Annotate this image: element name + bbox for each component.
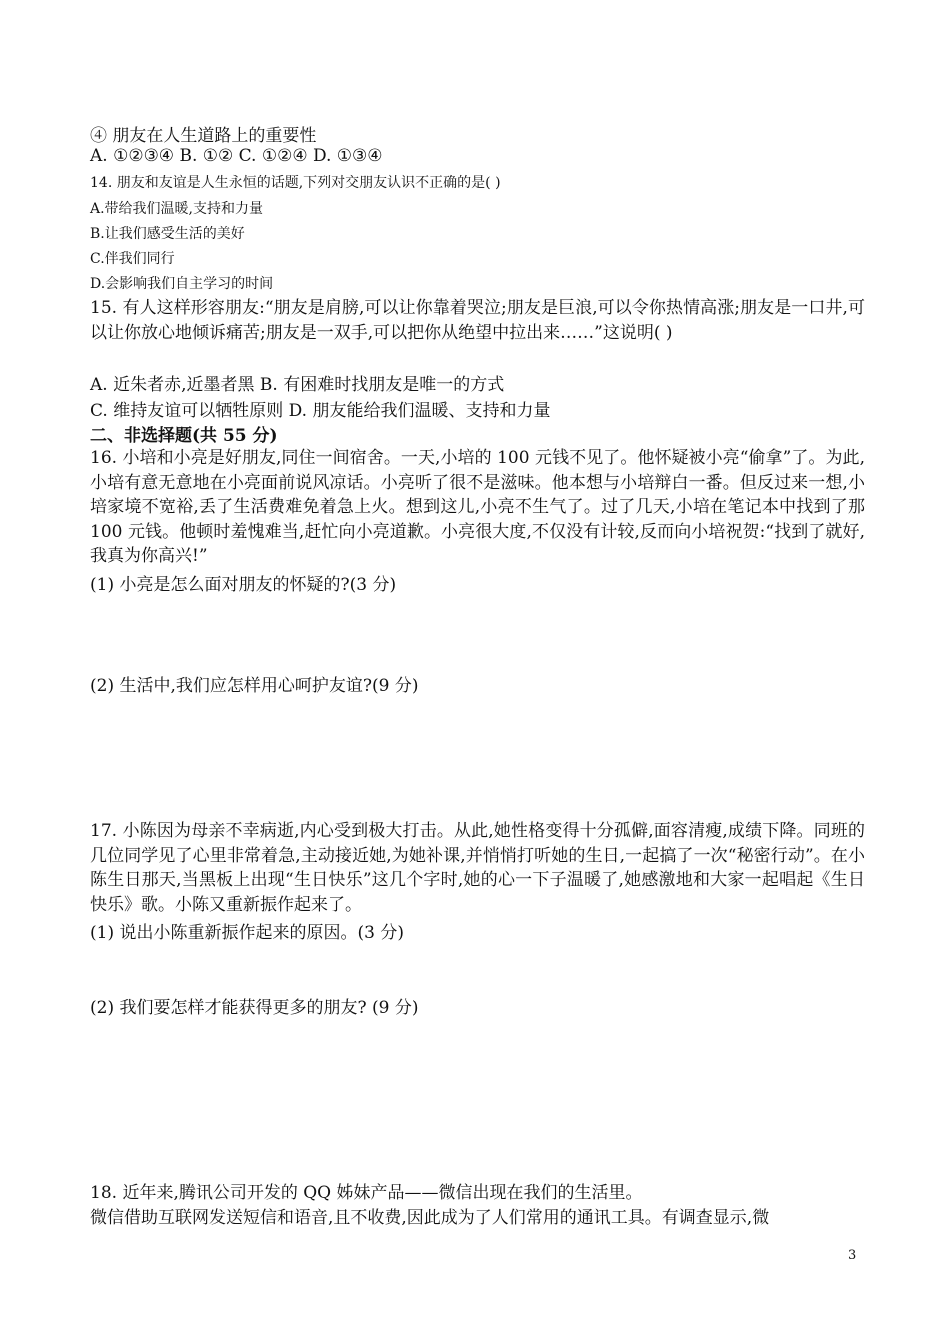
q15-options-row-1: A. 近朱者赤,近墨者黑 B. 有困难时找朋友是唯一的方式 (90, 375, 505, 395)
q18-stem: 18. 近年来,腾讯公司开发的 QQ 姊妹产品——微信出现在我们的生活里。 (90, 1183, 643, 1203)
q16-stem: 16. 小培和小亮是好朋友,同住一间宿舍。一天,小培的 100 元钱不见了。他怀疑被小亮“偷拿”了。为此,小培有意无意地在小亮面前说风凉话。小亮听了很不是滋味。他本想与小培辩白一番。但反过来一想,小培家境不宽裕,丢了生活费难免着急上火。想到这儿,小亮不生气了。过了几天,小培在笔记本中找到了那 100 元钱。他顿时羞愧难当,赶忙向小亮道歉。小亮很大度,不仅没有计较,反而向小培祝贺:“找到了就好,我真为你高兴!” (90, 448, 865, 566)
q14-option-d: D.会影响我们自主学习的时间 (90, 276, 274, 292)
q17-sub-1: (1) 说出小陈重新振作起来的原因。(3 分) (90, 923, 404, 943)
section-heading: 二、非选择题(共 55 分) (90, 426, 278, 446)
q15-options-row-2: C. 维持友谊可以牺牲原则 D. 朋友能给我们温暖、支持和力量 (90, 401, 551, 421)
q14-option-a: A.带给我们温暖,支持和力量 (90, 201, 264, 217)
page-number: 3 (848, 1248, 857, 1263)
q14-stem: 14. 朋友和友谊是人生永恒的话题,下列对交朋友认识不正确的是( ) (90, 175, 501, 191)
q13-item-4: ④ 朋友在人生道路上的重要性 (90, 126, 317, 146)
q13-options: A. ①②③④ B. ①② C. ①②④ D. ①③④ (90, 146, 383, 166)
q18-line-2: 微信借助互联网发送短信和语音,且不收费,因此成为了人们常用的通讯工具。有调查显示,微 (90, 1208, 770, 1228)
q15-stem: 15. 有人这样形容朋友:“朋友是肩膀,可以让你靠着哭泣;朋友是巨浪,可以令你热情高涨;朋友是一口井,可以让你放心地倾诉痛苦;朋友是一双手,可以把你从绝望中拉出来……”这说明( ) (90, 298, 865, 343)
q17-stem: 17. 小陈因为母亲不幸病逝,内心受到极大打击。从此,她性格变得十分孤僻,面容清瘦,成绩下降。同班的几位同学见了心里非常着急,主动接近她,为她补课,并悄悄打听她的生日,一起搞了一次“秘密行动”。在小陈生日那天,当黑板上出现“生日快乐”这几个字时,她的心一下子温暖了,她感激地和大家一起唱起《生日快乐》歌。小陈又重新振作起来了。 (90, 821, 865, 915)
q14-option-b: B.让我们感受生活的美好 (90, 226, 245, 242)
q16-sub-1: (1) 小亮是怎么面对朋友的怀疑的?(3 分) (90, 575, 397, 595)
q17-sub-2: (2) 我们要怎样才能获得更多的朋友? (9 分) (90, 998, 419, 1018)
q16-sub-2: (2) 生活中,我们应怎样用心呵护友谊?(9 分) (90, 676, 419, 696)
q14-option-c: C.伴我们同行 (90, 251, 175, 267)
